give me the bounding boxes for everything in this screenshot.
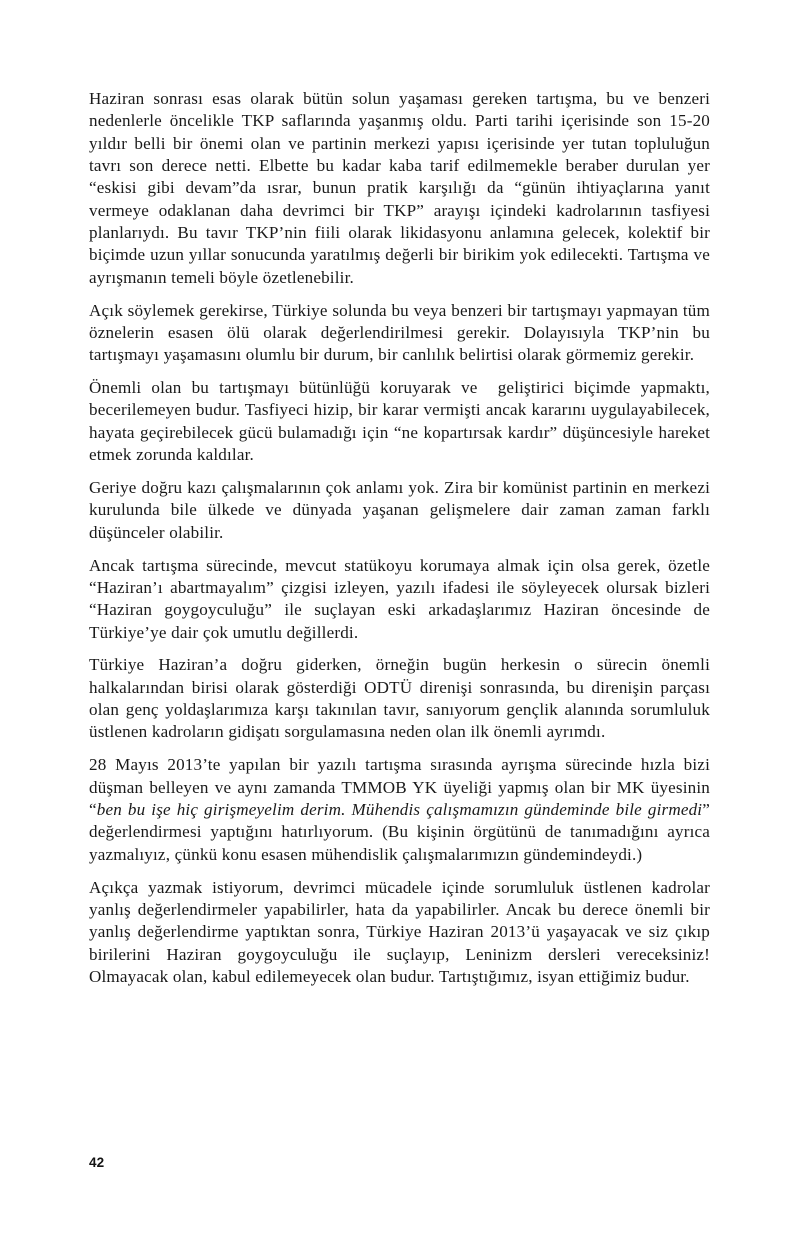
quote-lead-in: 28 Mayıs 2013’te yapılan bir yazılı tartışma sırasında ayrışma sürecinde hızla bizi düşman belleyen ve aynı zamanda TMMOB YK üyeliği yapmış olan bir MK üyesinin “ bbox=[89, 755, 715, 819]
body-text-column bbox=[89, 88, 720, 988]
page-number: 42 bbox=[89, 1155, 105, 1170]
paragraph-2: Açık söylemek gerekirse, Türkiye solunda bu veya benzeri bir tartışmayı yapmayan tüm öznelerin esasen ölü olarak değerlendirilmesi gerekir. Dolayısıyla TKP’nin bu tartışmayı yaşamasını olumlu bir durum, bir canlılık belirtisi olarak görmemiz gerekir. bbox=[89, 300, 715, 365]
paragraph-7-with-quote bbox=[89, 754, 715, 866]
paragraph-4: Geriye doğru kazı çalışmalarının çok anlamı yok. Zira bir komünist partinin en merkezi kurulunda bile ülkede ve dünyada yaşanan gelişmelere dair zaman zaman farklı düşünceler olabilir. bbox=[89, 478, 715, 542]
quote-follow-on: ” değerlendirmesi yaptığını hatırlıyorum. (Bu kişinin örgütünü de tanımadığını ayrıca yazmalıyız, çünkü konu esasen mühendislik çalışmalarımızın gündemindeydi.) bbox=[89, 799, 715, 864]
italic-quotation: ben bu işe hiç girişmeyelim derim. Mühendis çalışmamızın gündeminde bile girmedi bbox=[96, 799, 703, 819]
paragraph-1: Haziran sonrası esas olarak bütün solun yaşaması gereken tartışma, bu ve benzeri nedenlerle öncelikle TKP saflarında yaşanmış oldu. Parti tarihi içerisinde son 15-20 yıldır belli bir önemi olan ve partinin merkezi yapısı içerisinde yer tutan topluluğun tavrı son derece netti. Elbette bu kadar kaba tarif edilmemekle beraber durulan yer “eskisi gibi devam”da ısrar, bunun pratik karşılığı da “günün ihtiyaçlarına yanıt vermeye odaklanan daha devrimci bir TKP” arayışı içindeki kadrolarının tasfiyesi planlarıydı. Bu tavır TKP’nin fiili olarak likidasyonu anlamına gelecek, kolektif bir biçimde uzun yıllar sonucunda yaratılmış değerli bir birikim yok edilecekti. Tartışma ve ayrışmanın temeli böyle özetlenebilir. bbox=[89, 89, 715, 287]
paragraph-6: Türkiye Haziran’a doğru giderken, örneğin bugün herkesin o sürecin önemli halkalarından birisi olarak gösterdiği ODTÜ direnişi sonrasında, bu direnişin parçası olan genç yoldaşlarımıza karşı takınılan tavır, sanıyorum gençlik alanında sorumluluk üstlenen kadroların gidişatı sorgulamasına neden olan ilk önemli ayrımdı. bbox=[89, 655, 715, 742]
paragraph-8: Açıkça yazmak istiyorum, devrimci mücadele içinde sorumluluk üstlenen kadrolar yanlış değerlendirmeler yapabilirler, hata da yapabilirler. Ancak bu derece önemli bir yanlış değerlendirme yaptıktan sonra, Türkiye Haziran 2013’ü yaşayacak ve siz çıkıp birilerini Haziran goygoyculuğu ile suçlayıp, Leninizm dersleri vereceksiniz! Olmayacak olan, kabul edilemeyecek olan budur. Tartıştığımız, isyan ettiğimiz budur. bbox=[89, 877, 720, 986]
paragraph-3: Önemli olan bu tartışmayı bütünlüğü koruyarak ve geliştirici biçimde yapmaktı, becerilemeyen budur. Tasfiyeci hizip, bir karar vermişti ancak kararını uygulayabilecek, hayata geçirebilecek gücü bulamadığı için “ne kopartırsak kardır” düşüncesiyle hareket etmek zorunda kaldılar. bbox=[89, 378, 715, 465]
paragraph-5: Ancak tartışma sürecinde, mevcut statükoyu korumaya almak için olsa gerek, özetle “Haziran’ı abartmayalım” çizgisi izleyen, yazılı ifadesi ile söyleyecek olursak bizleri “Haziran goygoyculuğu” ile suçlayan eski arkadaşlarımız Haziran öncesinde de Türkiye’ye dair çok umutlu değillerdi. bbox=[89, 555, 715, 642]
